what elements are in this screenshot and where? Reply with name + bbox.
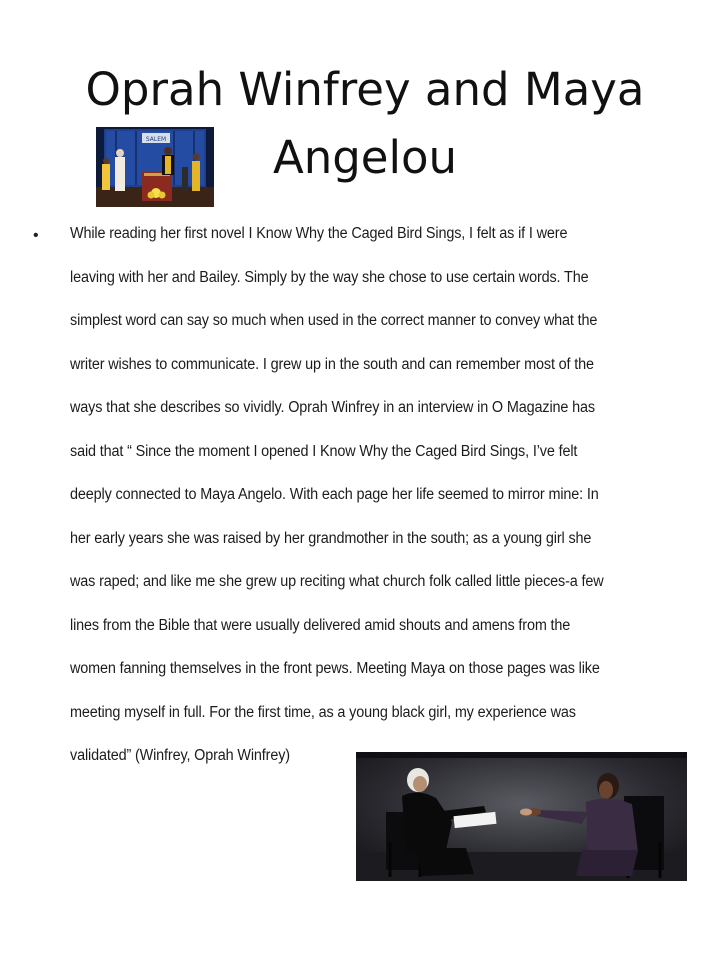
interview-photo	[356, 752, 687, 881]
paragraph-line: lines from the Bible that were usually delivered amid shouts and amens from the	[70, 616, 571, 634]
paragraph-line: said that “ Since the moment I opened I Know Why the Caged Bird Sings, I’ve felt	[70, 442, 578, 460]
paragraph-line: simplest word can say so much when used in the correct manner to convey what the	[70, 312, 598, 329]
paragraph-line: was raped; and like me she grew up reciting what church folk called little pieces-a few	[70, 573, 604, 590]
bullet-paragraph	[70, 224, 690, 790]
paragraph-line: meeting myself in full. For the first time, as a young black girl, my experience was	[70, 703, 576, 721]
paragraph-line: women fanning themselves in the front pews. Meeting Maya on those pages was like	[70, 660, 600, 677]
interview-photo-graphic	[356, 752, 687, 881]
paragraph-line: ways that she describes so vividly. Oprah Winfrey in an interview in O Magazine has	[70, 399, 595, 416]
paragraph-line: While reading her first novel I Know Why the Caged Bird Sings, I felt as if I were	[70, 225, 568, 242]
paragraph-line: her early years she was raised by her grandmother in the south; as a young girl she	[70, 529, 592, 547]
bullet-marker: •	[33, 227, 39, 244]
paragraph-line: deeply connected to Maya Angelo. With each page her life seemed to mirror mine: In	[70, 486, 599, 503]
paragraph-line: writer wishes to communicate. I grew up in the south and can remember most of the	[70, 355, 594, 373]
slide-title-line-2: Angelou	[272, 131, 458, 184]
paragraph-line: leaving with her and Bailey. Simply by the way she chose to use certain words. The	[70, 268, 589, 286]
stage-sign-text: SALEM	[145, 136, 167, 143]
ceremony-photo	[96, 127, 214, 207]
paragraph-line: validated” (Winfrey, Oprah Winfrey)	[70, 747, 290, 764]
ceremony-photo-graphic	[96, 127, 214, 207]
slide-title-line-1: Oprah Winfrey and Maya	[85, 63, 645, 116]
